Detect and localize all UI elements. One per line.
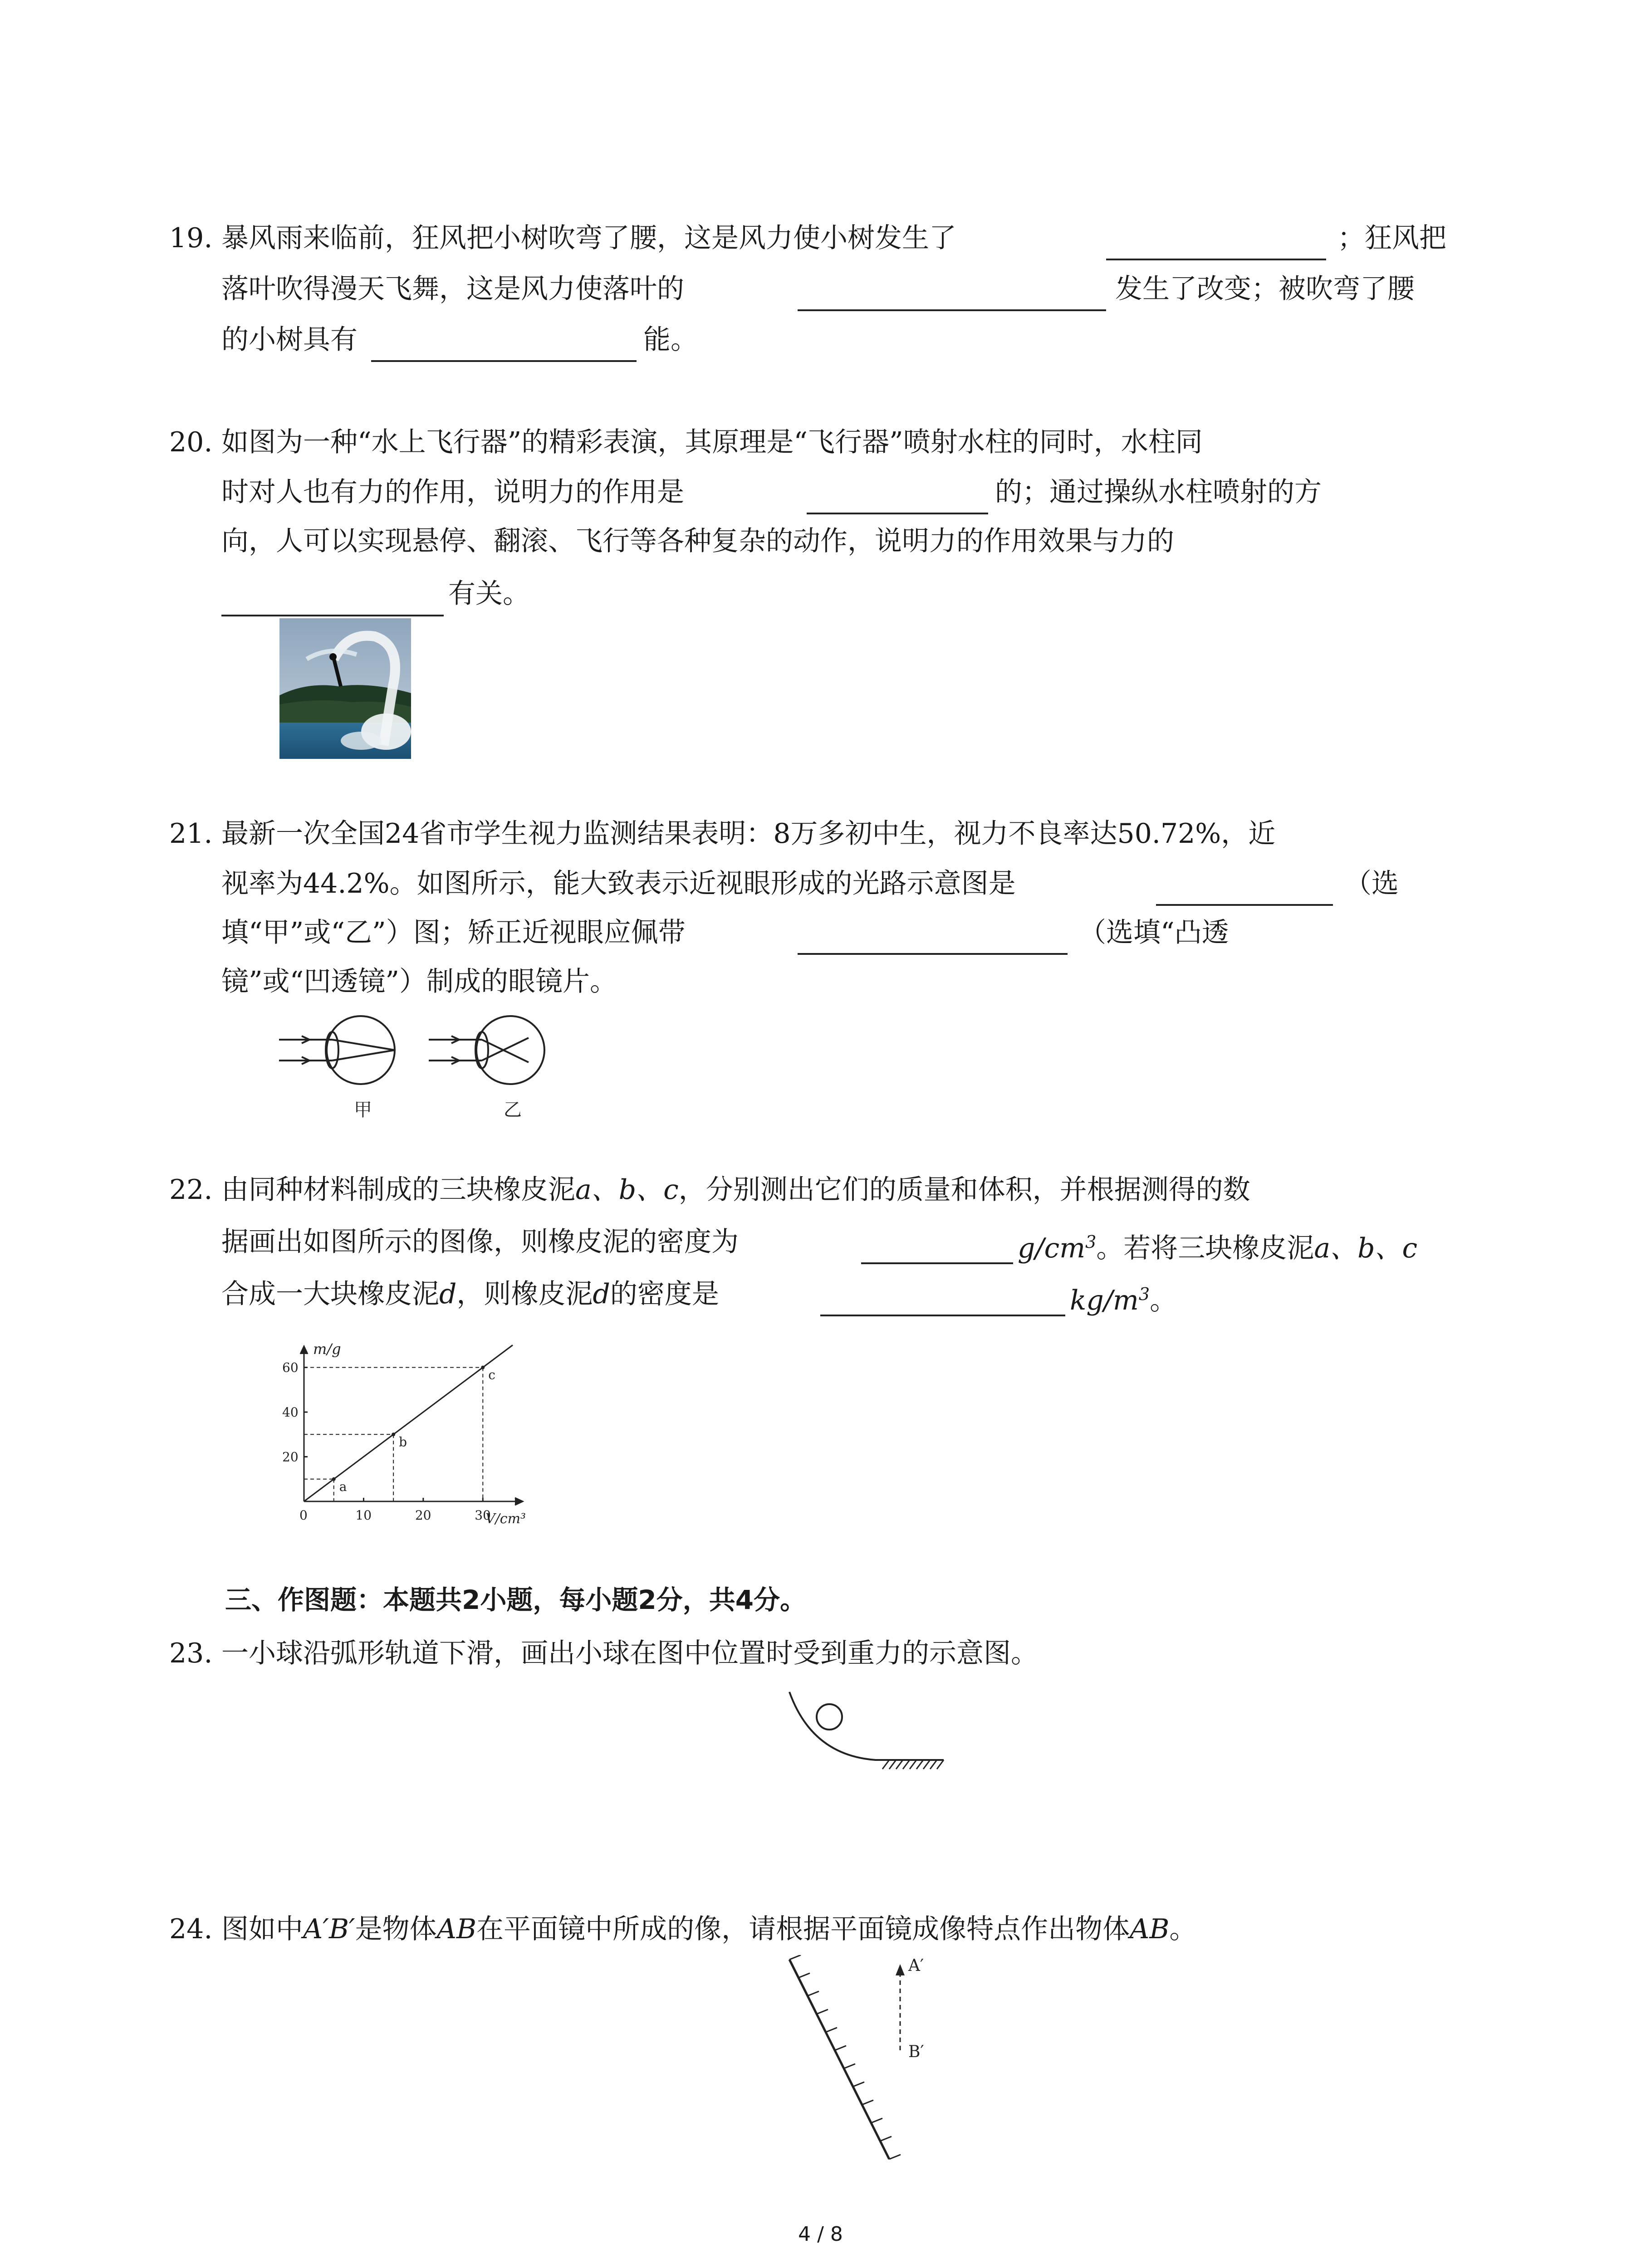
question-text: 有关。 [448, 578, 530, 610]
x-tick-label: 30 [475, 1508, 491, 1523]
question-text: 落叶吹得漫天飞舞，这是风力使落叶的 [221, 273, 684, 305]
answer-blank[interactable] [820, 1310, 1065, 1316]
question-text: 暴风雨来临前，狂风把小树吹弯了腰，这是风力使小树发生了 [221, 222, 956, 254]
question-text: 合成一大块橡皮泥 [221, 1278, 439, 1310]
y-tick-label: 20 [282, 1449, 299, 1465]
object-ab: AB [1130, 1913, 1170, 1945]
y-tick-label: 40 [282, 1405, 299, 1420]
section-heading: 三、作图题：本题共2小题，每小题2分，共4分。 [225, 1584, 807, 1615]
question-text: 最新一次全国24省市学生视力监测结果表明：8万多初中生，视力不良率达50.72%，近 [221, 818, 1276, 850]
variable-d: d [593, 1278, 610, 1310]
variable-abc: a、b、c [1314, 1232, 1418, 1264]
x-axis-arrow [515, 1498, 523, 1505]
question-text: 的小树具有 [221, 324, 358, 356]
question-text: 发生了改变；被吹弯了腰 [1115, 273, 1415, 305]
eye-lightpath-diagram [277, 1007, 558, 1123]
question-text: （选填“凸透 [1079, 917, 1229, 948]
x-tick-label: 20 [415, 1508, 431, 1523]
image-ab: A′B′ [303, 1913, 355, 1945]
label-b-prime: B′ [908, 2043, 924, 2061]
answer-blank[interactable] [371, 356, 637, 362]
question-text: 。 [1169, 1913, 1197, 1945]
question-text: 向，人可以实现悬停、翻滚、飞行等各种复杂的动作，说明力的作用效果与力的 [221, 525, 1174, 557]
unit-density: $g/cm^3$ [1018, 1232, 1097, 1264]
data-point-label: b [399, 1434, 407, 1450]
data-point-a [332, 1477, 336, 1481]
fig-label-yi: 乙 [504, 1100, 522, 1120]
question-text: 的密度是 [610, 1278, 719, 1310]
answer-blank[interactable] [1106, 254, 1326, 260]
question-text: （选 [1344, 868, 1399, 899]
eye-diagram-yi [429, 1016, 544, 1084]
question-number: 22. [169, 1174, 213, 1206]
x-tick-label: 10 [355, 1508, 372, 1523]
data-point-label: a [339, 1479, 347, 1494]
data-line [304, 1345, 513, 1501]
question-text: 如图为一种“水上飞行器”的精彩表演，其原理是“飞行器”喷射水柱的同时，水柱同 [221, 426, 1203, 458]
question-text: 镜”或“凹透镜”）制成的眼镜片。 [221, 966, 617, 997]
variable-d: d [439, 1278, 457, 1310]
question-text: 在平面镜中所成的像，请根据平面镜成像特点作出物体 [476, 1913, 1130, 1945]
plane-mirror-diagram [780, 1955, 962, 2168]
question-text: ；狂风把 [1337, 222, 1446, 254]
question-number: 24. [169, 1913, 213, 1945]
question-text: 图如中 [221, 1913, 303, 1945]
unit-density-kg: $kg/m^3$ [1070, 1284, 1150, 1316]
question-text: 的；通过操纵水柱喷射的方 [995, 476, 1322, 508]
question-text: 由同种材料制成的三块橡皮泥 [221, 1174, 575, 1206]
question-text: 据画出如图所示的图像，则橡皮泥的密度为 [221, 1226, 739, 1258]
eye-diagram-jia [279, 1016, 395, 1084]
fig-label-jia: 甲 [354, 1100, 372, 1120]
chart-xlabel: V/cm³ [485, 1511, 526, 1527]
question-text: 视率为44.2%。如图所示，能大致表示近视眼形成的光路示意图是 [221, 868, 1016, 899]
question-number: 23. [169, 1637, 213, 1669]
question-text: 一小球沿弧形轨道下滑，画出小球在图中位置时受到重力的示意图。 [221, 1637, 1038, 1669]
water-jetpack-photo [279, 618, 411, 759]
answer-blank[interactable] [221, 610, 444, 616]
chart-ylabel: m/g [313, 1340, 341, 1358]
data-point-c [481, 1366, 485, 1369]
data-point-label: c [488, 1367, 495, 1383]
page-number: 4 / 8 [798, 2223, 843, 2246]
y-tick-label: 60 [282, 1360, 299, 1375]
x-tick-label: 0 [299, 1508, 308, 1523]
answer-blank[interactable] [861, 1258, 1013, 1264]
question-text: 。 [1150, 1285, 1177, 1316]
data-point-b [392, 1432, 395, 1436]
mass-volume-chart [263, 1334, 544, 1533]
answer-blank[interactable] [798, 305, 1106, 311]
question-number: 20. [169, 426, 213, 458]
question-text: 。若将三块橡皮泥 [1096, 1232, 1314, 1264]
question-number: 19. [169, 222, 213, 254]
curved-track-diagram [780, 1683, 948, 1774]
question-number: 21. [169, 818, 213, 850]
answer-blank[interactable] [798, 948, 1068, 955]
question-text: 时对人也有力的作用，说明力的作用是 [221, 476, 684, 508]
plane-mirror [789, 1960, 889, 2159]
answer-blank[interactable] [807, 508, 988, 514]
answer-blank[interactable] [1156, 899, 1333, 906]
y-axis-arrow [300, 1346, 308, 1354]
question-text: ，分别测出它们的质量和体积，并根据测得的数 [678, 1174, 1250, 1206]
label-a-prime: A′ [908, 1956, 924, 1975]
variable-abc: a、b、c [575, 1174, 679, 1206]
ball[interactable] [817, 1704, 842, 1730]
question-text: 填“甲”或“乙”）图；矫正近视眼应佩带 [221, 917, 686, 948]
question-text: ，则橡皮泥 [456, 1278, 593, 1310]
question-text: 能。 [643, 324, 698, 356]
question-text: 是物体 [355, 1913, 437, 1945]
object-ab: AB [436, 1913, 477, 1945]
